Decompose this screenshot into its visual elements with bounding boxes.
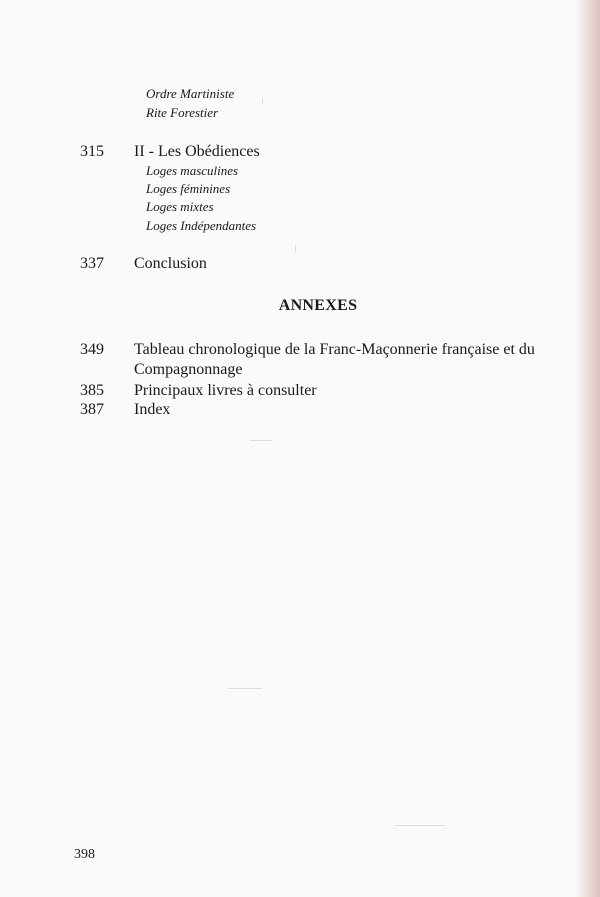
toc-subitem-ordre-martiniste: Ordre Martiniste — [146, 86, 235, 101]
annex-entry-principaux-livres: Principaux livres à consulter — [134, 382, 317, 399]
annex-page-number: 387 — [80, 401, 104, 418]
toc-entry-conclusion: Conclusion — [134, 255, 207, 272]
toc-subitem-loges-masculines: Loges masculines — [146, 163, 239, 178]
toc-subitem-loges-mixtes: Loges mixtes — [146, 199, 214, 214]
annex-page-number: 385 — [80, 382, 104, 399]
page-edge-shadow — [574, 0, 600, 897]
toc-subitem-loges-feminines: Loges féminines — [146, 181, 231, 196]
toc-subitem-rite-forestier: Rite Forestier — [146, 105, 219, 120]
toc-page-number: 315 — [80, 143, 104, 160]
toc-subitem-loges-independantes: Loges Indépendantes — [146, 218, 257, 233]
annexes-heading: ANNEXES — [278, 297, 358, 314]
paper-scratch — [250, 440, 272, 441]
annex-page-number: 349 — [80, 341, 104, 358]
annex-entry-tableau-chronologique-cont: Compagnonnage — [134, 361, 243, 378]
page-number: 398 — [74, 847, 95, 862]
toc-entry-obediences: II - Les Obédiences — [134, 143, 260, 160]
paper-scratch — [228, 688, 262, 689]
paper-scratch — [295, 245, 296, 252]
paper-scratch — [395, 825, 445, 826]
annex-entry-tableau-chronologique: Tableau chronologique de la Franc-Maçonnerie française et du — [134, 341, 535, 358]
toc-page-number: 337 — [80, 255, 104, 272]
annex-entry-index: Index — [134, 401, 171, 418]
paper-scratch — [262, 98, 263, 104]
